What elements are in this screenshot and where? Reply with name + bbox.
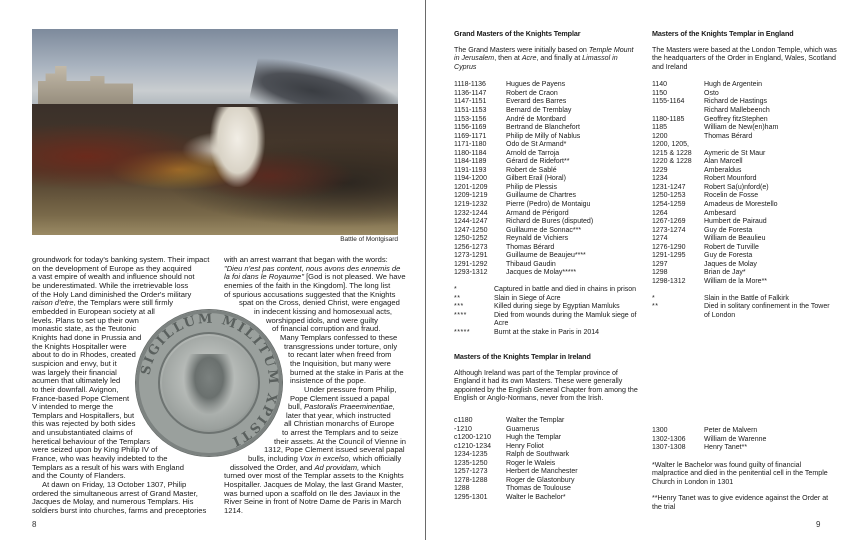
master-name: Robert de Craon [506,89,558,97]
master-name [704,141,778,150]
master-name: Gérard de Ridefort** [506,158,570,166]
body-text-line: Under pressure from Philip, [304,384,397,394]
master-name: Philip de Plessis [506,183,557,191]
grand-master-row [454,90,593,99]
ireland-master-row [652,444,766,453]
date-range: 1155-1164 [652,98,685,106]
date-range: 1244-1247 [454,218,488,226]
master-name: Bernard de Tremblay [506,107,572,115]
footnote-row [652,295,837,304]
england-master-row [652,261,778,270]
master-name: Herbert de Manchester [506,468,578,476]
date-range: 1250-1252 [454,235,488,243]
body-text-line: to their downfall. Avignon, [32,384,119,394]
master-name: Pierre (Pedro) de Montaigu [506,201,591,209]
master-name: Amberaldus [704,166,742,174]
ireland-master-row [454,451,578,460]
england-master-row [652,141,778,150]
body-text-line: enemies of the faith in the Kingdom]. The long list [224,280,391,290]
two-knights-on-horse-icon [184,354,234,414]
date-range: 1273-1291 [454,252,488,260]
master-name: Reynald de Vichiers [506,235,569,243]
body-text-line: monastic state, as the Teutonic [32,324,137,334]
ireland-master-row [454,417,578,426]
body-text-line: River Seine in front of Notre Dame de Paris in March [224,497,402,507]
england-master-row [652,210,778,219]
body-text-line: 1214. [224,506,244,516]
england-masters-table [652,81,778,286]
england-masters-intro: The Masters were based at the London Temple, which was the headquarters of the Order in England, Wales, Scotland and Ireland [652,45,837,71]
body-text-line: turned over most of the Templar assets to the Knights [224,471,404,481]
body-text-line: acumen that ultimately led [32,376,121,386]
ireland-masters-title: Masters of the Knights Templar in Ireland [454,352,591,361]
body-text-line: their assets. At the Council of Vienne in [274,436,406,446]
date-range: 1229 [652,166,668,174]
master-name: Thomas Bérard [506,243,555,251]
grand-master-row [454,201,593,210]
england-masters-title: Masters of the Knights Templar in England [652,29,794,38]
master-name: Alan Marcell [704,158,743,166]
body-text-line: worshipped idols, and were guilty [266,315,378,325]
date-range: 1234-1235 [454,451,488,459]
body-text-line: was burned upon a scaffold on Ile des Javiaux in the [224,488,401,498]
england-master-row [652,98,778,107]
master-name: Hugues de Payens [506,81,566,89]
master-name: Guy de Foresta [704,252,753,260]
grand-master-row [454,244,593,253]
body-text-line: transgressions under torture, only [284,341,398,351]
body-text-line: about to do in Rhodes, created [32,350,136,360]
master-name: Guillaume de Beaujeu**** [506,252,586,260]
body-text-line: ordered the simultaneous arrest of Grand Master, [32,488,198,498]
england-master-row [652,150,778,159]
footnote-text: Slain in the Battle of Falkirk [704,294,789,302]
date-range: 1231-1247 [652,183,686,191]
england-master-row [652,201,778,210]
ireland-master-row [454,434,578,443]
master-name: Robert de Sablé [506,166,557,174]
england-master-row [652,278,778,287]
date-range: 1153-1156 [454,115,487,123]
ireland-masters-table-continued [652,427,766,453]
body-text-line: all Christian monarchs of Europe [284,419,395,429]
england-master-row [652,116,778,125]
body-text-line: this was rejected by both sides [32,419,136,429]
date-range: 1185 [652,124,668,132]
footnote-marker: ** [652,303,659,311]
date-range: 1151-1153 [454,107,487,115]
master-name: Robert Sa(u)nford(e) [704,183,769,191]
ireland-master-row [454,485,578,494]
body-text-line: la foi dans le Royaume" [God is not pleased. We have [224,272,406,282]
ireland-masters-section [454,353,639,502]
grand-master-row [454,167,593,176]
body-text-line: At dawn on Friday, 13 October 1307, Philip [42,480,187,490]
body-text-line: Many Templars confessed to these [280,332,398,342]
body-text-line: Hospitaller. Jacques de Molay, the last Grand Master, [224,480,404,490]
grand-masters-notes [454,286,639,337]
ireland-footnotes [652,461,837,512]
body-text-line: with an arrest warrant that began with the words: [224,255,388,264]
date-range: 1215 & 1228 [652,149,692,157]
england-master-row [652,175,778,184]
body-text-line: Pope Clement issued a papal [290,393,390,403]
ireland-master-row [454,443,578,452]
date-range: -1210 [454,425,472,433]
footnote-row [454,295,639,304]
date-range: 1298 [652,269,668,277]
master-name: Odo de St Armand* [506,141,567,149]
body-text-line: of the Holy Land diminished the Order's military [32,289,192,299]
date-range: 1273-1274 [652,226,686,234]
england-master-row [652,184,778,193]
master-name: Robert de Turville [704,243,759,251]
england-master-row [652,124,778,133]
body-text-line: Jacques de Molay, and numerous Templars. His [32,497,194,507]
footnote-marker: *** [454,303,464,311]
master-name: Jacques de Molay***** [506,269,577,277]
date-range: 1254-1259 [652,201,686,209]
footnote-text: Burnt at the stake in Paris in 2014 [494,328,600,336]
grand-master-row [454,107,593,116]
date-range: 1307-1308 [652,444,686,452]
date-range: 1298-1312 [652,277,686,285]
master-name: Peter de Malvern [704,427,758,434]
grand-master-row [454,210,593,219]
body-text-line: were seized upon by King Philip IV of [32,445,158,455]
grand-masters-intro: The Grand Masters were initially based on Temple Mount in Jerusalem, then at Acre, and finally at Limassol in Cyprus [454,45,634,71]
grand-master-row [454,141,593,150]
date-range: 1180-1184 [454,149,487,157]
date-range: 1200 [652,132,668,140]
white-horse-shape [210,107,265,187]
body-text-line: suspicion and envy, but it [32,358,117,368]
date-range: c1200-1210 [454,434,491,442]
footnote-text: Died from wounds during the Mamluk siege of Acre [494,311,637,328]
body-text-line: a vast empire of wealth and influence should not [32,272,195,282]
ireland-masters-intro: Although Ireland was part of the Templar province of England it had its own Masters. These were generally appointed by the English General Chapter from among the English or Anglo-Normans, never from the Irish. [454,368,638,403]
body-text-line: 1312, Pope Clement issued several papal [264,445,405,455]
master-name: Gilbert Erail (Horal) [506,175,566,183]
body-text-line: of spurious accusations suggested that the Knights [224,289,396,299]
master-name: Ralph de Southwark [506,451,570,459]
date-range: 1300 [652,427,668,434]
body-text-line: of financial corruption and fraud. [272,324,381,334]
master-name: Everard des Barres [506,98,567,106]
england-masters-notes [652,295,837,321]
templar-seal-image [136,310,282,456]
date-range: 1257-1273 [454,468,488,476]
grand-master-row [454,175,593,184]
master-name: Richard Mallebeench [704,107,770,115]
date-range: 1194-1200 [454,175,487,183]
footnote-marker: * [652,294,656,302]
date-range: 1302-1306 [652,435,686,443]
england-master-row [652,192,778,201]
date-range: 1267-1269 [652,218,686,226]
footnote-text: Captured in battle and died in chains in prison [494,285,637,293]
england-master-row [652,252,778,261]
battle-painting-image [32,29,398,235]
master-name: Arnold de Tarroja [506,149,560,157]
date-range: 1140 [652,81,668,89]
footnote-row [454,312,639,329]
ireland-master-row [652,436,766,445]
body-text-line: dissolved the Order, and Ad providam, which [230,462,381,472]
date-range: 1118-1136 [454,81,486,89]
image-caption: Battle of Montgisard [340,236,398,243]
body-text-line: and the County of Flanders. [32,471,126,481]
date-range: 1264 [652,209,668,217]
grand-masters-table [454,81,593,278]
date-range: 1171-1180 [454,141,487,149]
england-master-row [652,90,778,99]
england-master-row [652,269,778,278]
master-name: Guillaume de Chartres [506,192,577,200]
date-range: 1247-1250 [454,226,488,234]
master-name: Amadeus de Morestello [704,201,778,209]
body-text-line: soldiers burst into churches, farms and preceptories [32,506,207,516]
body-text-line: insistence of the pope. [290,376,366,386]
date-range: 1234 [652,175,668,183]
grand-masters-title: Grand Masters of the Knights Templar [454,29,581,38]
body-text-line: levels. Plans to set up their own [32,315,139,325]
grand-master-row [454,116,593,125]
master-name: Roger de Glastonbury [506,476,575,484]
body-text-line: was largely their financial [32,367,117,377]
master-name: André de Montbard [506,115,566,123]
date-range: 1220 & 1228 [652,158,692,166]
grand-master-row [454,269,593,278]
footnote-marker: ***** [454,328,471,336]
master-name: Rocelin de Fosse [704,192,759,200]
body-text-line: "Dieu n'est pas content, nous avons des ennemis de [224,263,401,273]
ireland-masters-continued [652,427,837,512]
england-master-row [652,107,778,116]
date-range: 1274 [652,235,668,243]
body-text-line: heretical behaviour of the Templars [32,436,151,446]
date-range: 1276-1290 [652,243,686,251]
date-range: 1295-1301 [454,493,488,501]
date-range: 1191-1193 [454,166,487,174]
body-text-line: France-based Pope Clement [32,393,130,403]
england-masters-section [652,30,837,320]
grand-master-row [454,261,593,270]
master-name: Guy de Foresta [704,226,753,234]
body-text-line: on the development of Europe as they acquired [32,263,192,273]
date-range: 1278-1288 [454,476,488,484]
date-range: 1291-1295 [652,252,686,260]
footnote-marker: ** [454,294,461,302]
master-name: Thomas Bérard [704,132,753,140]
master-name: Thomas de Toulouse [506,485,571,493]
england-master-row [652,218,778,227]
body-text-line: raison d'etre, the Templars were still firmly [32,298,174,308]
master-name: Armand de Périgord [506,209,569,217]
body-text-line: Templars as a result of his wars with England [32,462,184,472]
grand-master-row [454,192,593,201]
page-number-right: 9 [816,520,821,529]
master-name: Henry Tanet** [704,444,748,452]
grand-master-row [454,133,593,142]
master-name: Roger le Waleis [506,459,556,467]
date-range: 1297 [652,260,668,268]
date-range: 1235-1250 [454,459,488,467]
master-name: William de Beaulieu [704,235,766,243]
date-range: 1209-1219 [454,192,488,200]
master-name: Richard de Hastings [704,98,768,106]
date-range: 1136-1147 [454,89,487,97]
grand-master-row [454,98,593,107]
date-range: 1219-1232 [454,201,488,209]
ireland-masters-table [454,417,578,502]
master-name: Bertrand de Blanchefort [506,124,580,132]
master-name: Aymeric de St Maur [704,149,766,157]
master-name: Philip de Milly of Nablus [506,132,581,140]
body-text-line: and unsubstantiated claims of [32,428,133,438]
footnote-text: Killed during siege by Egyptian Mamluks [494,303,620,311]
body-text-line: to arrest the Templars and to seize [282,428,399,438]
master-name: Robert Mounford [704,175,757,183]
date-range: 1200, 1205, [652,141,689,149]
master-name: Geoffrey fitzStephen [704,115,768,123]
body-text-line: Knights had done in Prussia and [32,332,142,342]
master-name: William de Warenne [704,435,767,443]
master-name: Guarnerus [506,425,540,433]
body-text-line: bulls, including Vox in excelso, which officially [248,454,402,464]
england-master-row [652,158,778,167]
grand-master-row [454,124,593,133]
date-range: 1147-1151 [454,98,487,106]
footnote-text: Slain in Siege of Acre [494,294,561,302]
footnote-row [652,303,837,320]
master-name: Jaques de Molay [704,260,757,268]
body-text-line: embedded in European society at all [32,306,155,316]
master-name: Ambesard [704,209,736,217]
grand-master-row [454,81,593,90]
body-text-line: the Knights Hospitaller were [32,341,127,351]
footnote-row [454,329,639,338]
ireland-master-row [454,460,578,469]
date-range: 1184-1189 [454,158,487,166]
date-range: c1180 [454,416,473,424]
date-range: 1250-1253 [652,192,686,200]
date-range: c1210-1234 [454,442,491,450]
master-name: William de la More** [704,277,768,285]
england-master-row [652,244,778,253]
england-master-row [652,167,778,176]
body-text-line: Templars and Hospitallers, but [32,410,135,420]
date-range: 1156-1169 [454,124,487,132]
seal-center [162,336,256,430]
svg-text:SIGILLUM MILITUM XPISTI: SIGILLUM MILITUM XPISTI [138,311,281,450]
grand-master-row [454,227,593,236]
body-text-line: to recant later when freed from [288,350,392,360]
date-range [652,107,704,116]
england-master-row [652,133,778,142]
page-number-left: 8 [32,520,37,529]
master-name: Humbert de Pairaud [704,218,767,226]
ireland-master-row [454,468,578,477]
body-text-line: France, who was heavily indebted to the [32,454,168,464]
master-name: Osto [704,89,719,97]
ireland-footnote: *Walter le Bachelor was found guilty of financial malpractice and died in the penitential cell in the Temple Church in London in 1301 [652,460,828,486]
ireland-master-row [454,494,578,503]
grand-masters-section [454,30,639,337]
master-name: Henry Foliot [506,442,544,450]
body-text-line: groundwork for today's banking system. Their impact [32,255,210,264]
master-name: Walter the Templar [506,416,565,424]
master-name: Richard de Bures (disputed) [506,218,594,226]
body-text-line: bull, Pastoralis Praeeminentiae, [288,402,395,412]
body-text-line: burned at the stake in Paris at the [290,367,404,377]
master-name: Guillaume de Sonnac*** [506,226,582,234]
england-master-row [652,81,778,90]
master-name: Walter le Bachelor* [506,493,566,501]
grand-master-row [454,184,593,193]
master-name: Brian de Jay* [704,269,746,277]
date-range: 1150 [652,89,668,97]
england-master-row [652,227,778,236]
body-text-line: in indecent kissing and homosexual acts, [254,306,393,316]
master-name: Hugh de Argentein [704,81,762,89]
grand-master-row [454,252,593,261]
date-range: 1256-1273 [454,243,488,251]
body-text-line: later that year, which instructed [286,410,391,420]
date-range: 1169-1171 [454,132,487,140]
footnote-marker: * [454,285,458,293]
date-range: 1232-1244 [454,209,488,217]
footnote-row [454,303,639,312]
ireland-master-row [454,477,578,486]
grand-master-row [454,218,593,227]
master-name: William de New(en)ham [704,124,779,132]
grand-master-row [454,150,593,159]
ireland-master-row [652,427,766,436]
ireland-footnote: **Henry Tanet was to give evidence against the Order at the trial [652,494,829,512]
body-text-line: V intended to merge the [32,402,114,412]
footnote-marker: **** [454,311,467,319]
date-range: 1180-1185 [652,115,685,123]
master-name: Hugh the Templar [506,434,562,442]
date-range: 1201-1209 [454,183,488,191]
ireland-master-row [454,426,578,435]
body-text-line: spat on the Cross, denied Christ, were engaged [239,298,400,308]
body-text-line: be underestimated. While the irretrievable loss [32,280,189,290]
date-range: 1288 [454,485,470,493]
grand-master-row [454,235,593,244]
footnote-text: Died in solitary confinement in the Tower of London [704,303,830,319]
body-text-line: the Inquisition, but many were [290,358,391,368]
footnote-row [454,286,639,295]
date-range: 1291-1292 [454,260,488,268]
grand-master-row [454,158,593,167]
master-name: Thibaud Gaudin [506,260,556,268]
england-master-row [652,235,778,244]
date-range: 1293-1312 [454,269,488,277]
